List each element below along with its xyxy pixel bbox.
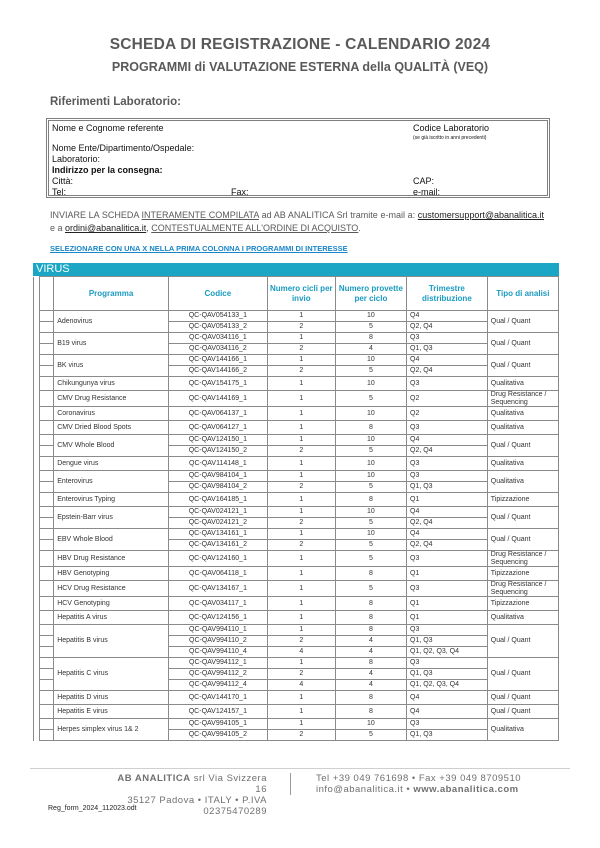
analysis-type: Qual / Quant [487, 311, 558, 333]
select-checkbox[interactable] [40, 421, 54, 435]
program-code: QC-QAV034116_2 [168, 344, 267, 355]
table-row [34, 493, 559, 507]
cycles-count: 4 [267, 647, 335, 658]
select-checkbox[interactable] [40, 625, 54, 636]
program-name: CMV Dried Blood Spots [54, 421, 169, 435]
program-code: QC-QAV134167_1 [168, 581, 267, 597]
cycles-count: 2 [267, 344, 335, 355]
header-cicli: Numero cicli per invio [267, 277, 335, 311]
select-instruction: SELEZIONARE CON UNA X NELLA PRIMA COLONNA I PROGRAMMI DI INTERESSE [50, 244, 348, 253]
program-code: QC-QAV134161_2 [168, 540, 267, 551]
analysis-type: Qual / Quant [487, 435, 558, 457]
tubes-count: 5 [335, 518, 406, 529]
header-select [40, 277, 54, 311]
program-code: QC-QAV124157_1 [168, 705, 267, 719]
program-name: Dengue virus [54, 457, 169, 471]
table-row [34, 691, 559, 705]
cycles-count: 2 [267, 366, 335, 377]
select-checkbox[interactable] [40, 344, 54, 355]
file-name: Reg_form_2024_112023.odt [48, 805, 137, 812]
program-name: EBV Whole Blood [54, 529, 169, 551]
footer-address: 35127 Padova • ITALY • P.IVA 02375470289 [127, 795, 267, 817]
table-row [34, 435, 559, 446]
lab-code-field[interactable]: Codice Laboratorio [413, 123, 490, 133]
cycles-count: 1 [267, 311, 335, 322]
tubes-count: 8 [335, 611, 406, 625]
analysis-type: Qual / Quant [487, 705, 558, 719]
distribution-quarter: Q1, Q2, Q3, Q4 [407, 680, 488, 691]
tel-field[interactable]: Tel: [52, 187, 67, 197]
table-row [34, 551, 559, 567]
fax-field[interactable]: Fax: [231, 187, 249, 197]
select-checkbox[interactable] [40, 551, 54, 567]
select-checkbox[interactable] [40, 705, 54, 719]
analysis-type: Tipizzazione [487, 597, 558, 611]
select-checkbox[interactable] [40, 518, 54, 529]
program-name: HCV Drug Resistance [54, 581, 169, 597]
select-checkbox[interactable] [40, 597, 54, 611]
tubes-count: 8 [335, 691, 406, 705]
distribution-quarter: Q4 [407, 355, 488, 366]
tubes-count: 5 [335, 446, 406, 457]
distribution-quarter: Q4 [407, 705, 488, 719]
program-code: QC-QAV994110_2 [168, 636, 267, 647]
analysis-type: Qual / Quant [487, 355, 558, 377]
tubes-count: 10 [335, 507, 406, 518]
tubes-count: 5 [335, 540, 406, 551]
tubes-count: 8 [335, 333, 406, 344]
tubes-count: 5 [335, 322, 406, 333]
select-checkbox[interactable] [40, 719, 54, 730]
lab-section-heading: Riferimenti Laboratorio: [50, 96, 181, 108]
distribution-quarter: Q2, Q4 [407, 366, 488, 377]
cap-field[interactable]: CAP: [413, 176, 435, 186]
program-code: QC-QAV154175_1 [168, 377, 267, 391]
table-row [34, 355, 559, 366]
analysis-type: Qualitativa [487, 719, 558, 741]
program-code: QC-QAV114148_1 [168, 457, 267, 471]
cycles-count: 1 [267, 567, 335, 581]
cycles-count: 2 [267, 669, 335, 680]
city-field[interactable]: Città: [52, 176, 74, 186]
page-title: SCHEDA DI REGISTRAZIONE - CALENDARIO 2024 [109, 36, 491, 53]
tubes-count: 5 [335, 391, 406, 407]
analysis-type: Drug Resistance / Sequencing [487, 581, 558, 597]
tubes-count: 8 [335, 705, 406, 719]
table-row [34, 421, 559, 435]
tubes-count: 10 [335, 435, 406, 446]
instructions [50, 209, 544, 235]
select-checkbox[interactable] [40, 391, 54, 407]
analysis-type: Qual / Quant [487, 333, 558, 355]
cycles-count: 1 [267, 529, 335, 540]
program-name: Enterovirus Typing [54, 493, 169, 507]
program-name: Hepatitis D virus [54, 691, 169, 705]
footer-bullet: • [403, 784, 414, 795]
select-checkbox[interactable] [40, 540, 54, 551]
tubes-count: 8 [335, 658, 406, 669]
select-checkbox[interactable] [40, 658, 54, 669]
select-checkbox[interactable] [40, 311, 54, 322]
program-code: QC-QAV994110_4 [168, 647, 267, 658]
distribution-quarter: Q2, Q4 [407, 322, 488, 333]
distribution-quarter: Q4 [407, 529, 488, 540]
distribution-quarter: Q3 [407, 421, 488, 435]
distribution-quarter: Q4 [407, 435, 488, 446]
program-name: HBV Genotyping [54, 567, 169, 581]
program-name: Hepatitis A virus [54, 611, 169, 625]
program-code: QC-QAV124160_1 [168, 551, 267, 567]
table-row [34, 719, 559, 730]
cycles-count: 1 [267, 435, 335, 446]
footer-company-address: srl Via Svizzera 16 [190, 773, 267, 795]
tubes-count: 4 [335, 669, 406, 680]
program-code: QC-QAV064137_1 [168, 407, 267, 421]
select-checkbox[interactable] [40, 680, 54, 691]
header-programma: Programma [54, 277, 169, 311]
program-code: QC-QAV144170_1 [168, 691, 267, 705]
tubes-count: 5 [335, 366, 406, 377]
referent-field[interactable]: Nome e Cognome referente [52, 123, 164, 133]
instr-text-5: . [358, 223, 361, 233]
cycles-count: 1 [267, 719, 335, 730]
analysis-type: Tipizzazione [487, 493, 558, 507]
customersupport-email-link[interactable]: customersupport@abanalitica.it [417, 210, 544, 220]
cycles-count: 2 [267, 446, 335, 457]
analysis-type: Qualitativa [487, 421, 558, 435]
cycles-count: 1 [267, 658, 335, 669]
instr-text-3: e a [50, 223, 66, 233]
select-checkbox[interactable] [40, 322, 54, 333]
select-checkbox[interactable] [40, 407, 54, 421]
program-code: QC-QAV124150_2 [168, 446, 267, 457]
select-checkbox[interactable] [40, 471, 54, 482]
table-row [34, 407, 559, 421]
distribution-quarter: Q1, Q3 [407, 344, 488, 355]
program-code: QC-QAV064118_1 [168, 567, 267, 581]
table-row [34, 507, 559, 518]
program-name: Herpes simplex virus 1& 2 [54, 719, 169, 741]
table-row [34, 529, 559, 540]
cycles-count: 1 [267, 407, 335, 421]
program-name: HBV Drug Resistance [54, 551, 169, 567]
program-code: QC-QAV034117_1 [168, 597, 267, 611]
header-trimestre: Trimestre distribuzione [407, 277, 488, 311]
cycles-count: 1 [267, 421, 335, 435]
distribution-quarter: Q1, Q3 [407, 482, 488, 493]
tubes-count: 10 [335, 719, 406, 730]
select-checkbox[interactable] [40, 446, 54, 457]
lab-info-box[interactable] [46, 118, 550, 198]
analysis-type: Qual / Quant [487, 691, 558, 705]
cycles-count: 2 [267, 540, 335, 551]
program-name: HCV Genotyping [54, 597, 169, 611]
select-checkbox[interactable] [40, 366, 54, 377]
program-code: QC-QAV144166_1 [168, 355, 267, 366]
select-checkbox[interactable] [40, 457, 54, 471]
cycles-count: 1 [267, 471, 335, 482]
select-checkbox[interactable] [40, 669, 54, 680]
analysis-type: Qualitativa [487, 407, 558, 421]
header-codice: Codice [168, 277, 267, 311]
select-checkbox[interactable] [40, 529, 54, 540]
tubes-count: 4 [335, 680, 406, 691]
program-code: QC-QAV144169_1 [168, 391, 267, 407]
header-tipo: Tipo di analisi [487, 277, 558, 311]
footer-company: AB ANALITICA [117, 773, 191, 784]
section-title-virus: VIRUS [33, 263, 559, 276]
entity-field[interactable]: Nome Ente/Dipartimento/Ospedale: [52, 143, 195, 153]
tubes-count: 4 [335, 344, 406, 355]
table-row [34, 567, 559, 581]
tubes-count: 5 [335, 730, 406, 741]
tubes-count: 10 [335, 457, 406, 471]
select-checkbox[interactable] [40, 581, 54, 597]
program-code: QC-QAV994105_2 [168, 730, 267, 741]
distribution-quarter: Q1, Q2, Q3, Q4 [407, 647, 488, 658]
select-checkbox[interactable] [40, 377, 54, 391]
programs-table [33, 276, 559, 741]
lab-code-note: (se già iscritto in anni precedenti) [413, 135, 487, 141]
distribution-quarter: Q1, Q3 [407, 730, 488, 741]
program-code: QC-QAV994110_1 [168, 625, 267, 636]
footer-website-link[interactable]: www.abanalitica.com [413, 784, 519, 795]
distribution-quarter: Q3 [407, 719, 488, 730]
program-name: Epstein-Barr virus [54, 507, 169, 529]
table-row [34, 625, 559, 636]
delivery-address-field[interactable]: Indirizzo per la consegna: [52, 165, 163, 175]
cycles-count: 2 [267, 730, 335, 741]
select-checkbox[interactable] [40, 435, 54, 446]
select-checkbox[interactable] [40, 333, 54, 344]
program-code: QC-QAV994112_4 [168, 680, 267, 691]
select-checkbox[interactable] [40, 355, 54, 366]
cycles-count: 1 [267, 355, 335, 366]
cycles-count: 1 [267, 391, 335, 407]
tubes-count: 5 [335, 581, 406, 597]
select-checkbox[interactable] [40, 611, 54, 625]
program-code: QC-QAV134161_1 [168, 529, 267, 540]
tubes-count: 10 [335, 355, 406, 366]
select-checkbox[interactable] [40, 507, 54, 518]
table-row [34, 311, 559, 322]
table-row [34, 597, 559, 611]
cycles-count: 2 [267, 482, 335, 493]
instr-emphasis-1: INTERAMENTE COMPILATA [141, 210, 259, 220]
cycles-count: 1 [267, 691, 335, 705]
program-name: Enterovirus [54, 471, 169, 493]
distribution-quarter: Q4 [407, 507, 488, 518]
distribution-quarter: Q3 [407, 377, 488, 391]
footer-phones: Tel +39 049 761698 • Fax +39 049 8709510 [316, 773, 522, 784]
distribution-quarter: Q1 [407, 611, 488, 625]
analysis-type: Qualitativa [487, 457, 558, 471]
program-code: QC-QAV994105_1 [168, 719, 267, 730]
distribution-quarter: Q2, Q4 [407, 518, 488, 529]
program-name: Chikungunya virus [54, 377, 169, 391]
analysis-type: Qual / Quant [487, 529, 558, 551]
cycles-count: 2 [267, 518, 335, 529]
program-code: QC-QAV024121_2 [168, 518, 267, 529]
footer-separator [30, 768, 570, 769]
distribution-quarter: Q1 [407, 597, 488, 611]
instr-text-2: ad AB ANALITICA Srl tramite e-mail a: [258, 210, 418, 220]
program-name: Adenovirus [54, 311, 169, 333]
table-row [34, 471, 559, 482]
program-name: Hepatitis E virus [54, 705, 169, 719]
program-code: QC-QAV054133_2 [168, 322, 267, 333]
program-name: CMV Whole Blood [54, 435, 169, 457]
footer-email-link[interactable]: info@abanalitica.it [316, 784, 404, 795]
footer-divider [290, 773, 291, 795]
select-checkbox[interactable] [40, 647, 54, 658]
program-code: QC-QAV124156_1 [168, 611, 267, 625]
distribution-quarter: Q1, Q3 [407, 669, 488, 680]
cycles-count: 2 [267, 322, 335, 333]
tubes-count: 10 [335, 407, 406, 421]
program-code: QC-QAV124150_1 [168, 435, 267, 446]
distribution-quarter: Q2, Q4 [407, 446, 488, 457]
program-code: QC-QAV064127_1 [168, 421, 267, 435]
program-name: Hepatitis B virus [54, 625, 169, 658]
select-checkbox[interactable] [40, 493, 54, 507]
cycles-count: 1 [267, 333, 335, 344]
instr-text-1: INVIARE LA SCHEDA [50, 210, 142, 220]
table-row [34, 391, 559, 407]
analysis-type: Qual / Quant [487, 507, 558, 529]
tubes-count: 5 [335, 482, 406, 493]
program-code: QC-QAV144166_2 [168, 366, 267, 377]
analysis-type: Tipizzazione [487, 567, 558, 581]
distribution-quarter: Q4 [407, 691, 488, 705]
analysis-type: Qualitativa [487, 471, 558, 493]
distribution-quarter: Q3 [407, 333, 488, 344]
table-row [34, 658, 559, 669]
ordini-email-link[interactable]: ordini@abanalitica.it [65, 223, 147, 233]
instr-emphasis-2: CONTESTUALMENTE ALL'ORDINE DI ACQUISTO [151, 223, 359, 233]
program-code: QC-QAV994112_2 [168, 669, 267, 680]
program-code: QC-QAV984104_2 [168, 482, 267, 493]
header-provette: Numero provette per ciclo [335, 277, 406, 311]
program-name: BK virus [54, 355, 169, 377]
distribution-quarter: Q1 [407, 567, 488, 581]
select-checkbox[interactable] [40, 567, 54, 581]
table-row [34, 377, 559, 391]
cycles-count: 1 [267, 625, 335, 636]
table-row [34, 333, 559, 344]
footer-contact-block [316, 773, 521, 795]
table-row [34, 457, 559, 471]
table-row [34, 581, 559, 597]
cycles-count: 1 [267, 377, 335, 391]
analysis-type: Drug Resistance / Sequencing [487, 551, 558, 567]
program-name: Coronavirus [54, 407, 169, 421]
analysis-type: Qual / Quant [487, 625, 558, 658]
distribution-quarter: Q2, Q4 [407, 540, 488, 551]
program-code: QC-QAV034116_1 [168, 333, 267, 344]
select-checkbox[interactable] [40, 691, 54, 705]
distribution-quarter: Q1 [407, 493, 488, 507]
tubes-count: 10 [335, 471, 406, 482]
instr-text-4: , [146, 223, 152, 233]
cycles-count: 1 [267, 597, 335, 611]
table-row [34, 611, 559, 625]
distribution-quarter: Q3 [407, 471, 488, 482]
cycles-count: 1 [267, 705, 335, 719]
select-checkbox[interactable] [40, 482, 54, 493]
tubes-count: 8 [335, 567, 406, 581]
tubes-count: 10 [335, 529, 406, 540]
tubes-count: 4 [335, 636, 406, 647]
tubes-count: 4 [335, 647, 406, 658]
table-header-row [34, 277, 559, 311]
program-code: QC-QAV054133_1 [168, 311, 267, 322]
analysis-type: Qualitativa [487, 611, 558, 625]
cycles-count: 2 [267, 636, 335, 647]
cycles-count: 1 [267, 493, 335, 507]
distribution-quarter: Q3 [407, 658, 488, 669]
distribution-quarter: Q3 [407, 551, 488, 567]
program-code: QC-QAV024121_1 [168, 507, 267, 518]
analysis-type: Qual / Quant [487, 658, 558, 691]
table-row [34, 705, 559, 719]
distribution-quarter: Q2 [407, 391, 488, 407]
program-code: QC-QAV984104_1 [168, 471, 267, 482]
cycles-count: 1 [267, 507, 335, 518]
cycles-count: 1 [267, 551, 335, 567]
distribution-quarter: Q2 [407, 407, 488, 421]
tubes-count: 10 [335, 311, 406, 322]
program-code: QC-QAV164185_1 [168, 493, 267, 507]
tubes-count: 8 [335, 597, 406, 611]
tubes-count: 8 [335, 493, 406, 507]
program-name: Hepatitis C virus [54, 658, 169, 691]
distribution-quarter: Q4 [407, 311, 488, 322]
analysis-type: Qualitativa [487, 377, 558, 391]
select-checkbox[interactable] [40, 636, 54, 647]
email-field[interactable]: e-mail: [413, 187, 441, 197]
page-subtitle: PROGRAMMI di VALUTAZIONE ESTERNA della QUALITÀ (VEQ) [111, 60, 489, 74]
distribution-quarter: Q3 [407, 581, 488, 597]
cycles-count: 1 [267, 581, 335, 597]
tubes-count: 10 [335, 377, 406, 391]
program-name: B19 virus [54, 333, 169, 355]
cycles-count: 1 [267, 457, 335, 471]
distribution-quarter: Q1, Q3 [407, 636, 488, 647]
analysis-type: Drug Resistance / Sequencing [487, 391, 558, 407]
distribution-quarter: Q3 [407, 457, 488, 471]
cycles-count: 1 [267, 611, 335, 625]
cycles-count: 4 [267, 680, 335, 691]
distribution-quarter: Q3 [407, 625, 488, 636]
tubes-count: 8 [335, 625, 406, 636]
tubes-count: 8 [335, 421, 406, 435]
tubes-count: 5 [335, 551, 406, 567]
program-code: QC-QAV994112_1 [168, 658, 267, 669]
laboratory-field[interactable]: Laboratorio: [52, 154, 101, 164]
select-checkbox[interactable] [40, 730, 54, 741]
program-name: CMV Drug Resistance [54, 391, 169, 407]
